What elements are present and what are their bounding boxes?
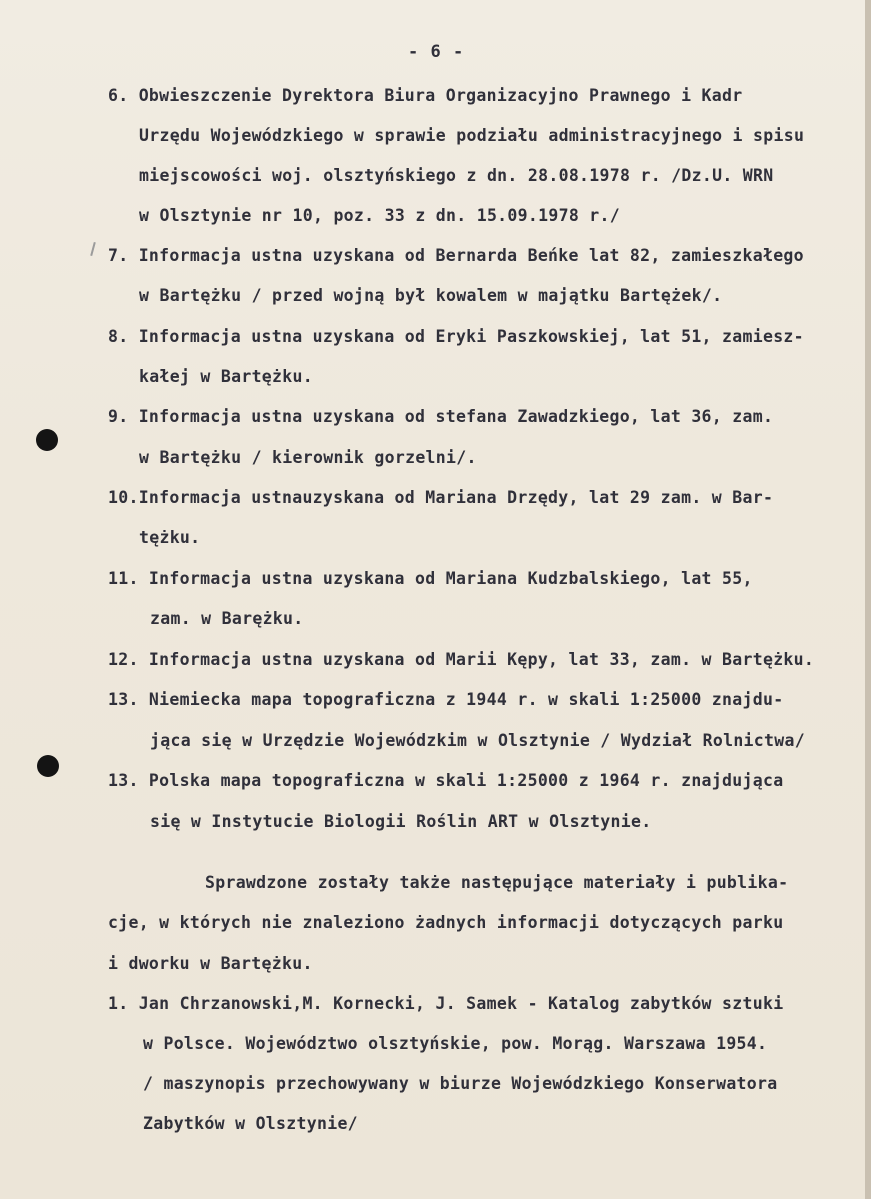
- source-1-line-2: w Polsce. Województwo olsztyńskie, pow. Morąg. Warszawa 1954.: [143, 1034, 768, 1053]
- item-13b-line-1: 13. Polska mapa topograficzna w skali 1:25000 z 1964 r. znajdująca: [108, 771, 784, 790]
- item-11-line-2: zam. w Barężku.: [150, 609, 304, 628]
- item-10-line-1: 10.Informacja ustnauzyskana od Mariana Drzędy, lat 29 zam. w Bar-: [108, 488, 774, 507]
- pencil-mark: [90, 242, 96, 256]
- item-13b-line-2: się w Instytucie Biologii Roślin ART w Olsztynie.: [150, 812, 652, 831]
- item-7-line-1: 7. Informacja ustna uzyskana od Bernarda Beńke lat 82, zamieszkałego: [108, 246, 804, 265]
- paragraph-line-2: cje, w których nie znaleziono żadnych informacji dotyczących parku: [108, 913, 784, 932]
- page-number: - 6 -: [408, 42, 465, 62]
- item-13a-line-2: jąca się w Urzędzie Wojewódzkim w Olsztynie / Wydział Rolnictwa/: [150, 731, 805, 750]
- source-1-line-4: Zabytków w Olsztynie/: [143, 1114, 358, 1133]
- item-9-line-1: 9. Informacja ustna uzyskana od stefana Zawadzkiego, lat 36, zam.: [108, 407, 774, 426]
- item-8-line-2: kałej w Bartężku.: [139, 367, 313, 386]
- item-9-line-2: w Bartężku / kierownik gorzelni/.: [139, 448, 477, 467]
- item-6-line-3: miejscowości woj. olsztyńskiego z dn. 28.08.1978 r. /Dz.U. WRN: [139, 166, 774, 185]
- item-6-line-4: w Olsztynie nr 10, poz. 33 z dn. 15.09.1978 r./: [139, 206, 620, 225]
- punch-hole: [37, 755, 59, 777]
- paragraph-line-1: Sprawdzone zostały także następujące materiały i publika-: [205, 873, 789, 892]
- item-6-line-2: Urzędu Wojewódzkiego w sprawie podziału administracyjnego i spisu: [139, 126, 805, 145]
- punch-hole: [36, 429, 58, 451]
- item-10-line-2: tężku.: [139, 528, 201, 547]
- item-11-line-1: 11. Informacja ustna uzyskana od Mariana Kudzbalskiego, lat 55,: [108, 569, 753, 588]
- item-8-line-1: 8. Informacja ustna uzyskana od Eryki Paszkowskiej, lat 51, zamiesz-: [108, 327, 804, 346]
- paragraph-line-3: i dworku w Bartężku.: [108, 954, 313, 973]
- source-1-line-3: / maszynopis przechowywany w biurze Wojewódzkiego Konserwatora: [143, 1074, 778, 1093]
- item-12-line-1: 12. Informacja ustna uzyskana od Marii Kępy, lat 33, zam. w Bartężku.: [108, 650, 815, 669]
- item-6-line-1: 6. Obwieszczenie Dyrektora Biura Organizacyjno Prawnego i Kadr: [108, 86, 743, 105]
- item-13a-line-1: 13. Niemiecka mapa topograficzna z 1944 r. w skali 1:25000 znajdu-: [108, 690, 784, 709]
- source-1-line-1: 1. Jan Chrzanowski,M. Kornecki, J. Samek - Katalog zabytków sztuki: [108, 994, 784, 1013]
- item-7-line-2: w Bartężku / przed wojną był kowalem w majątku Bartężek/.: [139, 286, 723, 305]
